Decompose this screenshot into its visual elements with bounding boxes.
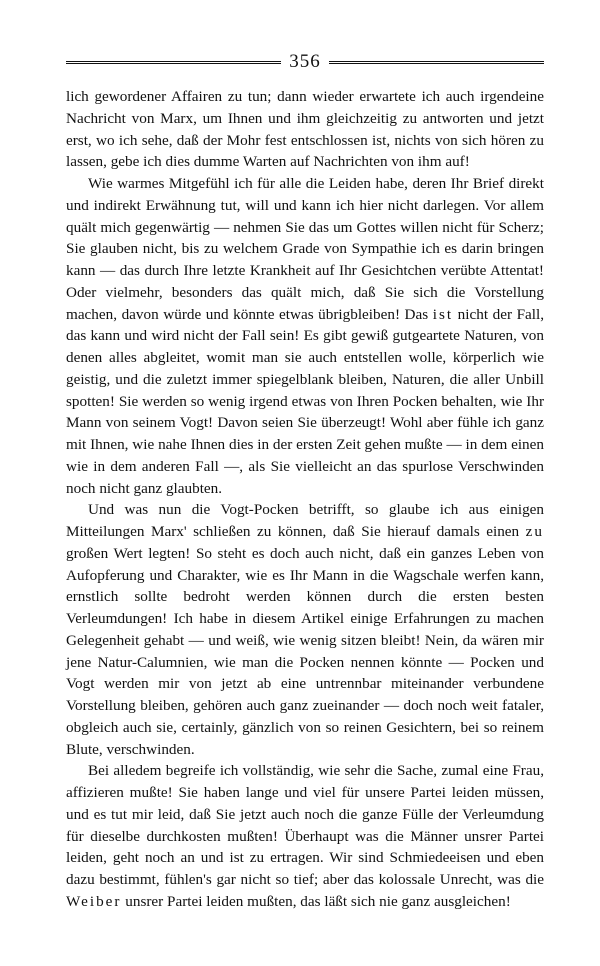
paragraph-text: unsrer Partei leiden mußten, das läßt sich nie ganz ausgleichen! (121, 892, 511, 910)
paragraph-text: nicht der Fall, das kann und wird nicht der Fall sein! Es gibt gewiß gutgeartete Naturen, von denen alles abgleitet, womit man sie auch entstellen wolle, körperlich wie geistig, und die zuletzt immer spiegelblank bleiben, Naturen, die aller Unbill spotten! Sie werden so wenig irgend etwas von Ihren Pocken behalten, wie Ihr Mann von seinem Vogt! Davon seien Sie überzeugt! Wohl aber fühle ich ganz mit Ihnen, wie nahe Ihnen dies in der ersten Zeit gehen mußte — in dem einen wie in dem anderen Fall —, als Sie vielleicht an das spurlose Verschwinden noch nicht ganz glaubten. (66, 305, 544, 497)
paragraph-text: großen Wert legten! So steht es doch auch nicht, daß ein ganzes Leben von Aufopferung und Charakter, wie es Ihr Mann in die Wagschale werfen kann, ernstlich sollte bedroht werden können durch die ersten besten Verleumdungen! Ich habe in diesem Artikel einige Erfahrungen zu machen Gelegenheit gehabt — und weiß, wie wenig sitzen bleibt! Nein, da wären mir jene Natur-Calumnien, wie man die Pocken nennen könnte — Pocken und Vogt werden mir von jetzt ab eine untrennbar miteinander verbundene Vorstellung bleiben, gehören auch ganz zueinander — doch noch weit fataler, obgleich auch sie, certainly, gänzlich von so reinen Gesichtern, bei so reinem Blute, verschwinden. (66, 544, 544, 758)
paragraph-1 (66, 86, 544, 173)
paragraph-4 (66, 760, 544, 912)
emphasis: ist (432, 305, 454, 323)
paragraph-text: Wie warmes Mitgefühl ich für alle die Leiden habe, deren Ihr Brief direkt und indirekt Erwähnung tut, will und kann ich hier nicht darlegen. Vor allem quält mich gegenwärtig — nehmen Sie das um Gottes willen nicht für Scherz; Sie glauben nicht, bis zu welchem Grade von Sympathie ich es darin bringen kann — das durch Ihre letzte Krankheit auf Ihr Gesichtchen verübte Attentat! Oder vielmehr, besonders das quält mich, daß Sie sich die Vorstellung machen, davon würde und könnte etwas übrigbleiben! Das (66, 175, 544, 323)
page (66, 48, 544, 913)
header-rule-left (66, 61, 281, 64)
page-number: 356 (289, 51, 321, 72)
paragraph-text: Und was nun die Vogt-Pocken betrifft, so glaube ich aus einigen Mitteilungen Marx' schließen zu können, daß Sie hierauf damals einen (66, 501, 544, 540)
page-header (66, 48, 544, 76)
header-rule-right (329, 61, 544, 64)
body-text (66, 86, 544, 913)
paragraph-text: lich gewordener Affairen zu tun; dann wieder erwartete ich auch irgendeine Nachricht von Marx, um Ihnen und ihm gleichzeitig zu antworten und jetzt erst, wo ich sehe, daß der Mohr fest entschlossen ist, nichts von sich hören zu lassen, gebe ich dies dumme Warten auf Nachrichten von ihm auf! (66, 88, 544, 171)
emphasis: Weiber (66, 892, 122, 910)
paragraph-3 (66, 499, 544, 760)
paragraph-2 (66, 173, 544, 499)
emphasis: zu (525, 523, 544, 540)
paragraph-text: Bei alledem begreife ich vollständig, wie sehr die Sache, zumal eine Frau, affizieren mußte! Sie haben lange und viel für unsere Partei leiden müssen, und es tut mir leid, daß Sie jetzt auch noch die ganze Fülle der Verleumdung für dieselbe durchkosten mußten! Überhaupt was die Männer unsrer Partei leiden, geht noch an und ist zu ertragen. Wir sind Schmiedeeisen und eben dazu bestimmt, fühlen's gar nicht so tief; aber das kolossale Unrecht, was die (66, 762, 544, 888)
